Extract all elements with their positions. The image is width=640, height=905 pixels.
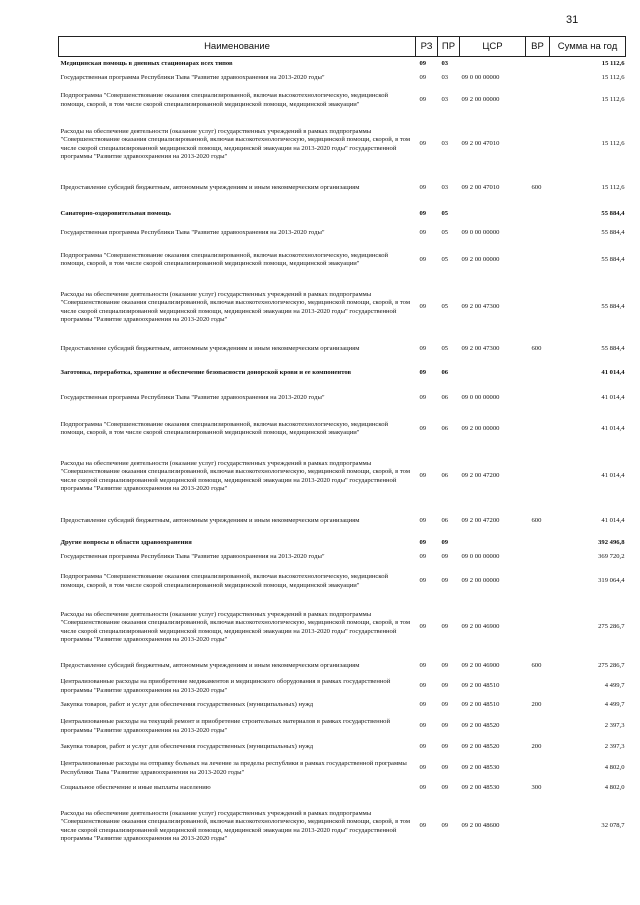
cell-rz: 09	[419, 345, 427, 353]
cell-vr	[526, 204, 550, 225]
table-row	[59, 715, 626, 739]
cell-csr: 09 2 00 00000	[461, 96, 500, 104]
cell-name: Расходы на обеспечение деятельности (оказание услуг) государственных учреждений в рамках подпрограммы "Совершенствование оказания специализированной, включая высокотехнологическую, медицинской помощи, скорой, в том числе скорой специализированной медицинской помощи, медицинской эвакуации на 2013-2020 годы" государственной программы "Развитие здравоохранения на 2013-2020 годы"	[60, 459, 411, 492]
cell-name: Государственная программа Республики Тыва "Развитие здравоохранения на 2013-2020 годы"	[60, 553, 325, 561]
cell-vr	[526, 362, 550, 386]
cell-sum: 319 064,4	[598, 577, 625, 585]
cell-sum: 55 884,4	[601, 303, 625, 311]
cell-pr: 09	[441, 682, 449, 690]
cell-sum: 55 884,4	[601, 345, 625, 353]
table-row	[59, 243, 626, 278]
cell-csr: 09 2 00 48520	[461, 722, 500, 730]
cell-sum: 275 286,7	[598, 623, 625, 631]
cell-sum: 41 014,4	[601, 369, 625, 377]
table-row	[59, 225, 626, 243]
cell-name: Расходы на обеспечение деятельности (оказание услуг) государственных учреждений в рамках подпрограммы "Совершенствование оказания специализированной, включая высокотехнологическую, медицинской помощи, скорой, в том числе скорой специализированной медицинской помощи, медицинской эвакуации на 2013-2020 годы" государственной программы "Развитие здравоохранения на 2013-2020 годы"	[60, 809, 411, 842]
cell-name: Централизованные расходы на приобретение медикаментов и медицинского оборудования в рамках государственной программы "Развитие здравоохранения на 2013-2020 годы"	[60, 678, 391, 694]
cell-pr: 06	[441, 369, 449, 377]
cell-pr: 09	[441, 623, 449, 631]
cell-rz: 09	[419, 255, 427, 263]
cell-rz: 09	[419, 59, 427, 67]
cell-csr: 09 2 00 48510	[461, 682, 500, 690]
cell-name: Централизованные расходы на текущий ремонт и приобретение строительных материалов в рамках государственной программы "Развитие здравоохранения на 2013-2020 годы"	[60, 718, 391, 734]
cell-pr: 09	[441, 743, 449, 751]
table-row	[59, 757, 626, 781]
cell-pr: 09	[441, 722, 449, 730]
cell-pr: 03	[441, 140, 449, 148]
cell-name: Предоставление субсидий бюджетным, автономным учреждениям и иным некоммерческим организациям	[60, 517, 360, 525]
cell-csr: 09 0 00 00000	[461, 394, 500, 402]
cell-vr	[526, 57, 550, 71]
cell-rz: 09	[419, 140, 427, 148]
cell-csr	[460, 57, 526, 71]
cell-name: Подпрограмма "Совершенствование оказания специализированной, включая высокотехнологическую, медицинской помощи, скорой, в том числе скорой специализированной медицинской помощи, медицинской эвакуации"	[60, 92, 389, 108]
cell-sum: 392 496,8	[598, 539, 625, 547]
table-row	[59, 739, 626, 757]
cell-csr: 09 2 00 48510	[461, 701, 500, 709]
cell-csr: 09 2 00 47300	[461, 303, 500, 311]
cell-rz: 09	[419, 73, 427, 81]
cell-pr: 09	[441, 539, 449, 547]
cell-vr: 600	[531, 184, 542, 192]
cell-name: Медицинская помощь в дневных стационарах всех типов	[60, 59, 233, 67]
table-row	[59, 447, 626, 507]
table-row	[59, 71, 626, 86]
cell-name: Санаторно-оздоровительная помощь	[60, 209, 171, 217]
cell-rz: 09	[419, 184, 427, 192]
cell-sum: 4 802,0	[604, 784, 625, 792]
cell-sum: 41 014,4	[601, 424, 625, 432]
cell-name: Подпрограмма "Совершенствование оказания специализированной, включая высокотехнологическую, медицинской помощи, скорой, в том числе скорой специализированной медицинской помощи, медицинской эвакуации"	[60, 251, 389, 267]
cell-sum: 4 499,7	[604, 682, 625, 690]
table-row	[59, 362, 626, 386]
cell-pr: 03	[441, 96, 449, 104]
cell-sum: 4 802,0	[604, 764, 625, 772]
cell-rz: 09	[419, 517, 427, 525]
cell-csr: 09 2 00 47010	[461, 140, 500, 148]
table-row	[59, 86, 626, 116]
table-row	[59, 551, 626, 565]
table-row	[59, 537, 626, 551]
cell-vr: 600	[531, 662, 542, 670]
table-row	[59, 797, 626, 857]
cell-rz: 09	[419, 822, 427, 830]
cell-pr: 09	[441, 822, 449, 830]
cell-sum: 41 014,4	[601, 394, 625, 402]
cell-vr	[526, 278, 550, 338]
cell-pr: 09	[441, 784, 449, 792]
cell-rz: 09	[419, 764, 427, 772]
cell-sum: 15 112,6	[601, 96, 625, 104]
cell-pr: 06	[441, 517, 449, 525]
cell-name: Государственная программа Республики Тыва "Развитие здравоохранения на 2013-2020 годы"	[60, 229, 325, 237]
cell-rz: 09	[419, 743, 427, 751]
page-number: 31	[566, 14, 579, 26]
cell-rz: 09	[419, 577, 427, 585]
cell-name: Государственная программа Республики Тыва "Развитие здравоохранения на 2013-2020 годы"	[60, 394, 325, 402]
cell-vr	[526, 243, 550, 278]
cell-sum: 15 112,6	[601, 140, 625, 148]
cell-sum: 4 499,7	[604, 701, 625, 709]
cell-vr	[526, 86, 550, 116]
cell-sum: 15 112,6	[601, 184, 625, 192]
cell-pr: 06	[441, 424, 449, 432]
cell-csr: 09 2 00 48520	[461, 743, 500, 751]
cell-csr: 09 2 00 48530	[461, 784, 500, 792]
cell-sum: 15 112,6	[601, 73, 625, 81]
budget-table	[58, 36, 626, 857]
cell-sum: 369 720,2	[598, 553, 625, 561]
cell-csr: 09 2 00 47200	[461, 472, 500, 480]
cell-vr	[526, 599, 550, 657]
cell-rz: 09	[419, 722, 427, 730]
cell-sum: 2 397,3	[604, 743, 625, 751]
cell-vr: 200	[531, 743, 542, 751]
cell-sum: 32 078,7	[601, 822, 625, 830]
table-row	[59, 781, 626, 797]
table-row	[59, 116, 626, 174]
cell-sum: 41 014,4	[601, 472, 625, 480]
cell-vr	[526, 757, 550, 781]
header-vr: ВР	[526, 37, 550, 57]
table-header-row	[59, 37, 626, 57]
cell-name: Расходы на обеспечение деятельности (оказание услуг) государственных учреждений в рамках подпрограммы "Совершенствование оказания специализированной, включая высокотехнологическую, медицинской помощи, скорой, в том числе скорой специализированной медицинской помощи, медицинской эвакуации на 2013-2020 годы" государственной программы "Развитие здравоохранения на 2013-2020 годы"	[60, 290, 411, 323]
cell-csr: 09 2 00 46900	[461, 662, 500, 670]
cell-name: Предоставление субсидий бюджетным, автономным учреждениям и иным некоммерческим организациям	[60, 662, 360, 670]
cell-sum: 55 884,4	[601, 209, 625, 217]
cell-name: Социальное обеспечение и иные выплаты населению	[60, 784, 211, 792]
table-row	[59, 386, 626, 412]
cell-sum: 55 884,4	[601, 229, 625, 237]
cell-csr: 09 2 00 47010	[461, 184, 500, 192]
cell-rz: 09	[419, 539, 427, 547]
cell-name: Другие вопросы в области здравоохранения	[60, 539, 192, 547]
cell-pr: 05	[441, 345, 449, 353]
cell-csr	[460, 204, 526, 225]
cell-rz: 09	[419, 96, 427, 104]
cell-name: Предоставление субсидий бюджетным, автономным учреждениям и иным некоммерческим организациям	[60, 184, 360, 192]
cell-vr	[526, 715, 550, 739]
cell-vr	[526, 386, 550, 412]
table-row	[59, 599, 626, 657]
cell-csr: 09 2 00 00000	[461, 424, 500, 432]
cell-csr: 09 2 00 00000	[461, 255, 500, 263]
cell-pr: 06	[441, 394, 449, 402]
table-row	[59, 565, 626, 599]
cell-csr: 09 0 00 00000	[461, 73, 500, 81]
cell-csr: 09 2 00 00000	[461, 577, 500, 585]
cell-rz: 09	[419, 209, 427, 217]
header-csr: ЦСР	[460, 37, 526, 57]
cell-rz: 09	[419, 662, 427, 670]
cell-rz: 09	[419, 784, 427, 792]
cell-vr: 300	[531, 784, 542, 792]
cell-sum: 2 397,3	[604, 722, 625, 730]
header-rz: РЗ	[416, 37, 438, 57]
cell-vr	[526, 537, 550, 551]
cell-pr: 06	[441, 472, 449, 480]
cell-vr: 200	[531, 701, 542, 709]
cell-vr: 600	[531, 345, 542, 353]
cell-sum: 41 014,4	[601, 517, 625, 525]
cell-pr: 05	[441, 255, 449, 263]
cell-rz: 09	[419, 553, 427, 561]
table-row	[59, 204, 626, 225]
table-row	[59, 57, 626, 71]
table-body	[59, 57, 626, 857]
table-row	[59, 657, 626, 677]
table-row	[59, 412, 626, 447]
cell-name: Расходы на обеспечение деятельности (оказание услуг) государственных учреждений в рамках подпрограммы "Совершенствование оказания специализированной, включая высокотехнологическую, медицинской помощи, скорой, в том числе скорой специализированной медицинской помощи, медицинской эвакуации на 2013-2020 годы" государственной программы "Развитие здравоохранения на 2013-2020 годы"	[60, 127, 411, 160]
cell-rz: 09	[419, 472, 427, 480]
cell-name: Закупка товаров, работ и услуг для обеспечения государственных (муниципальных) нужд	[60, 743, 314, 751]
cell-name: Государственная программа Республики Тыва "Развитие здравоохранения на 2013-2020 годы"	[60, 73, 325, 81]
cell-rz: 09	[419, 229, 427, 237]
cell-sum: 275 286,7	[598, 662, 625, 670]
cell-csr: 09 2 00 47300	[461, 345, 500, 353]
cell-pr: 05	[441, 303, 449, 311]
table-row	[59, 338, 626, 362]
cell-sum: 55 884,4	[601, 255, 625, 263]
cell-pr: 09	[441, 553, 449, 561]
cell-csr	[460, 537, 526, 551]
cell-pr: 09	[441, 764, 449, 772]
cell-rz: 09	[419, 701, 427, 709]
cell-pr: 05	[441, 229, 449, 237]
cell-vr	[526, 225, 550, 243]
cell-csr: 09 0 00 00000	[461, 553, 500, 561]
cell-csr: 09 2 00 46900	[461, 623, 500, 631]
header-pr: ПР	[438, 37, 460, 57]
cell-vr	[526, 677, 550, 697]
cell-vr	[526, 116, 550, 174]
cell-pr: 05	[441, 209, 449, 217]
cell-name: Закупка товаров, работ и услуг для обеспечения государственных (муниципальных) нужд	[60, 701, 314, 709]
cell-rz: 09	[419, 369, 427, 377]
cell-vr: 600	[531, 517, 542, 525]
cell-pr: 03	[441, 73, 449, 81]
cell-pr: 09	[441, 701, 449, 709]
table-row	[59, 507, 626, 537]
cell-csr: 09 2 00 48600	[461, 822, 500, 830]
header-sum: Сумма на год	[550, 37, 626, 57]
cell-pr: 03	[441, 184, 449, 192]
cell-sum: 15 112,6	[601, 59, 625, 67]
table-row	[59, 677, 626, 697]
cell-csr: 09 2 00 47200	[461, 517, 500, 525]
cell-name: Заготовка, переработка, хранение и обеспечение безопасности донорской крови и ее компонентов	[60, 369, 352, 377]
cell-name: Расходы на обеспечение деятельности (оказание услуг) государственных учреждений в рамках подпрограммы "Совершенствование оказания специализированной, включая высокотехнологическую, медицинской помощи, скорой, в том числе скорой специализированной медицинской помощи, медицинской эвакуации на 2013-2020 годы" государственной программы "Развитие здравоохранения на 2013-2020 годы"	[60, 610, 411, 643]
cell-vr	[526, 412, 550, 447]
cell-rz: 09	[419, 623, 427, 631]
table-row	[59, 174, 626, 204]
cell-pr: 03	[441, 59, 449, 67]
cell-vr	[526, 71, 550, 86]
cell-name: Подпрограмма "Совершенствование оказания специализированной, включая высокотехнологическую, медицинской помощи, скорой, в том числе скорой специализированной медицинской помощи, медицинской эвакуации"	[60, 573, 389, 589]
cell-vr	[526, 797, 550, 857]
header-name: Наименование	[59, 37, 416, 57]
cell-vr	[526, 551, 550, 565]
table-row	[59, 278, 626, 338]
cell-pr: 09	[441, 662, 449, 670]
cell-name: Подпрограмма "Совершенствование оказания специализированной, включая высокотехнологическую, медицинской помощи, скорой, в том числе скорой специализированной медицинской помощи, медицинской эвакуации"	[60, 420, 389, 436]
cell-csr: 09 2 00 48530	[461, 764, 500, 772]
cell-csr: 09 0 00 00000	[461, 229, 500, 237]
cell-vr	[526, 565, 550, 599]
cell-csr	[460, 362, 526, 386]
cell-name: Предоставление субсидий бюджетным, автономным учреждениям и иным некоммерческим организациям	[60, 345, 360, 353]
table-row	[59, 697, 626, 715]
cell-rz: 09	[419, 424, 427, 432]
cell-rz: 09	[419, 682, 427, 690]
cell-vr	[526, 447, 550, 507]
cell-pr: 09	[441, 577, 449, 585]
cell-name: Централизованные расходы на отправку больных на лечение за пределы республики в рамках государственной программы Республики Тыва "Развитие здравоохранения на 2013-2020 годы"	[60, 760, 407, 776]
cell-rz: 09	[419, 303, 427, 311]
cell-rz: 09	[419, 394, 427, 402]
